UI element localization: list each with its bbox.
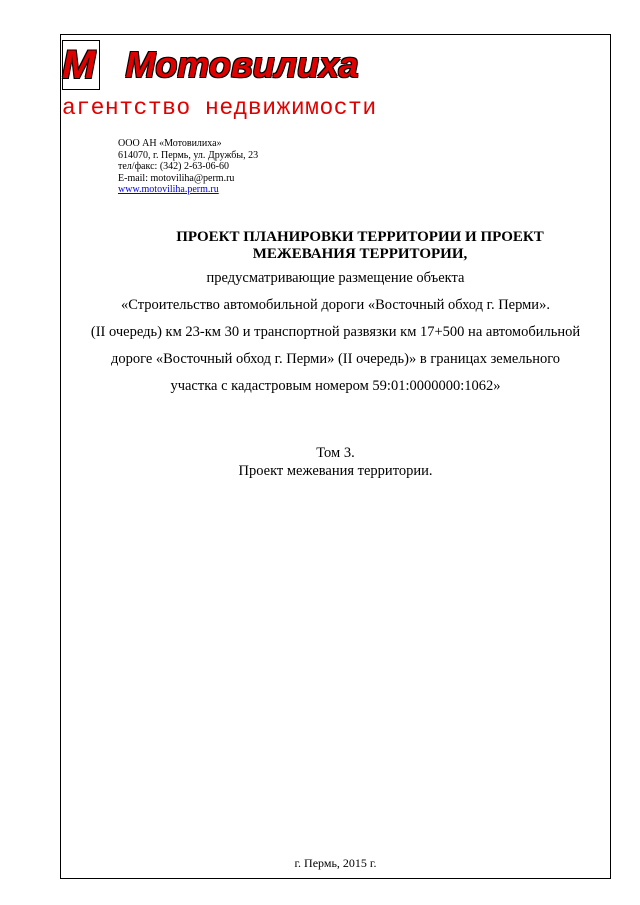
agency-tagline: агентство недвижимости <box>62 95 377 121</box>
document-title <box>150 229 570 263</box>
company-name: ООО АН «Мотовилиха» <box>118 138 222 149</box>
subtitle-line-5: участка с кадастровым номером 59:01:0000000:1062» <box>170 378 501 394</box>
footer-place-year: г. Пермь, 2015 г. <box>294 856 377 870</box>
subtitle-line-4: дороге «Восточный обход г. Перми» (II очередь)» в границах земельного <box>110 351 561 367</box>
address: 614070, г. Пермь, ул. Дружбы, 23 <box>118 149 259 161</box>
logo-letter: М <box>62 43 96 87</box>
subtitle-line-3: (II очередь) км 23-км 30 и транспортной развязки км 17+500 на автомобильной <box>90 324 581 340</box>
subtitle-line-2: «Строительство автомобильной дороги «Восточный обход г. Перми». <box>121 297 550 313</box>
volume-block <box>62 444 609 480</box>
subtitle-line-1: предусматривающие размещение объекта <box>206 270 465 286</box>
phone: тел/факс: (342) 2-63-06-60 <box>118 161 229 172</box>
website-link[interactable]: www.motoviliha.perm.ru <box>118 184 219 195</box>
logo-name: Мотовилиха <box>125 44 359 85</box>
email: E-mail: motoviliha@perm.ru <box>118 172 235 184</box>
contact-block <box>118 138 258 196</box>
title-line-2: МЕЖЕВАНИЯ ТЕРРИТОРИИ, <box>252 246 468 262</box>
title-line-1: ПРОЕКТ ПЛАНИРОВКИ ТЕРРИТОРИИ И ПРОЕКТ <box>176 229 544 245</box>
volume-number: Том 3. <box>316 445 355 461</box>
document-subtitle <box>62 265 609 400</box>
volume-title: Проект межевания территории. <box>238 463 433 479</box>
logo <box>62 40 359 90</box>
